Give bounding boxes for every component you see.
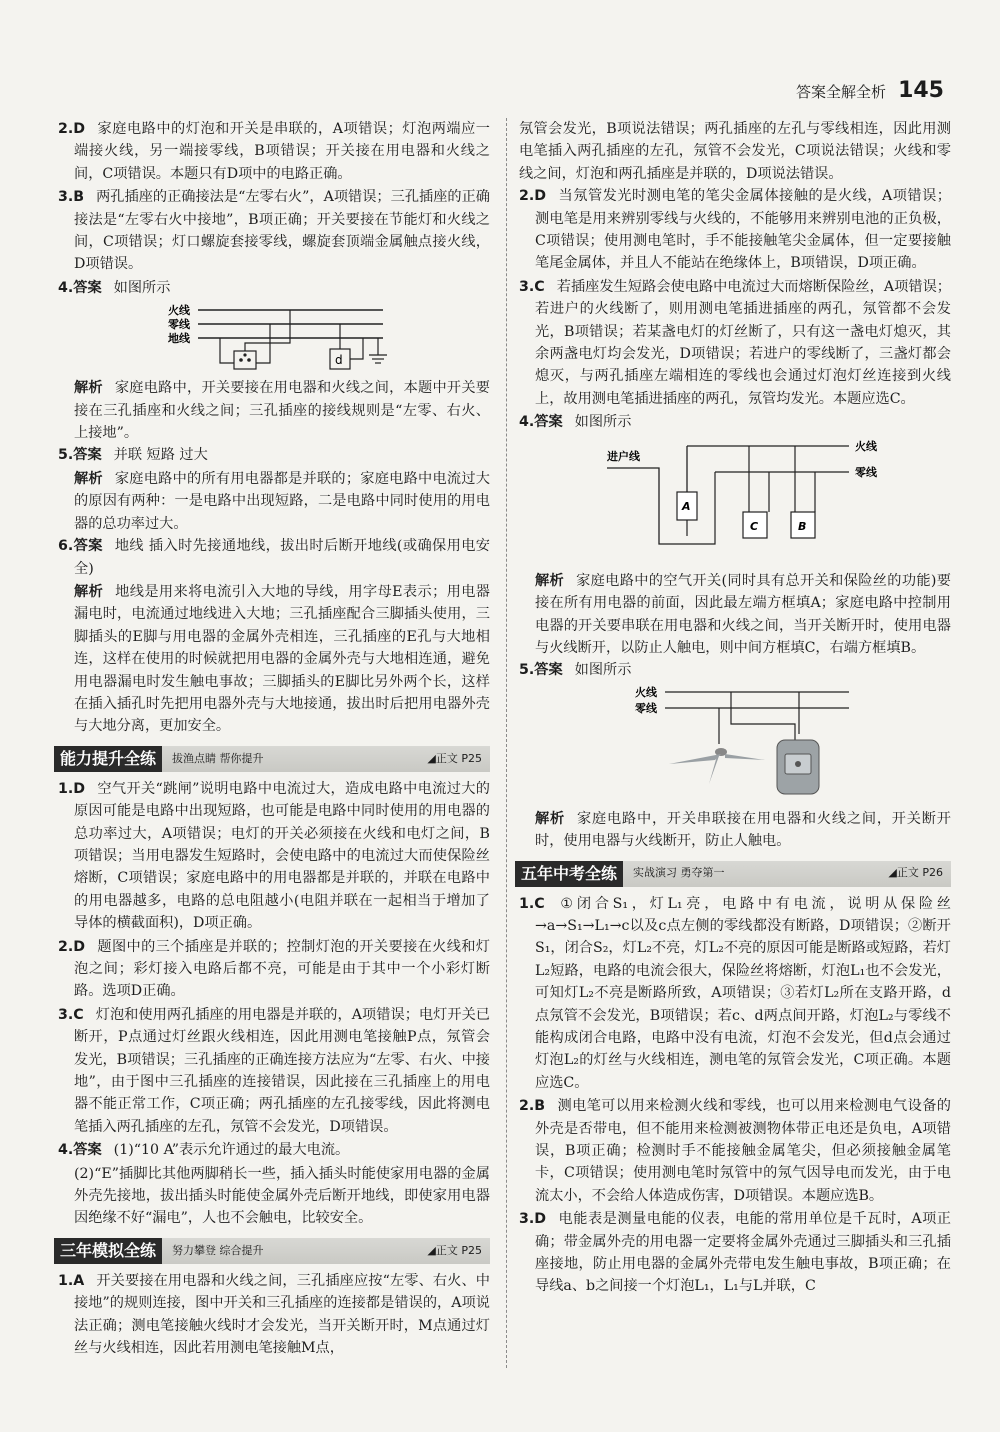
answer-continuation: (2)“E”插脚比其他两脚稍长一些，插入插头时能使家用电器的金属外壳先接地，拔出插头时能使金属外壳后断开地线，即使家用电器因绝缘不好“漏电”，人也不会触电，比较安全。 (74, 1165, 490, 1227)
section-subtitle: 拔渔点睛 帮你提升 (172, 751, 264, 765)
answer-item: 1.D 空气开关“跳闸”说明电路中电流过大，造成电路中电流过大的原因可能是电路中出现短路，也可能是电路中同时使用的用电器的总功率过大，A项错误；电灯的开关必须接在火线和电灯之间，B项错误；当用电器发生短路时，会使电路中的电流过大而使保险丝熔断，C项错误；家庭电路中的用电器都是并联的，并联在电路中的用电器越多，电路的总电阻越小(电阻并联在一起相当于增加了导体的横截面积)，D项正确。 (58, 780, 490, 932)
section-bar-three-year (54, 1238, 490, 1264)
section-ref: ◢正文 P25 (427, 751, 482, 765)
answer-item: 5.答案 并联 短路 过大 (58, 447, 208, 464)
fig-box-a: A (682, 499, 691, 513)
wiring-diagram-socket-switch (58, 301, 490, 373)
fig-box-c: C (750, 519, 759, 533)
answer-item: 4.答案 如图所示 (519, 414, 632, 431)
fig-label-neutral: 零线 (855, 465, 877, 479)
answer-item: 2.D 当氖管发光时测电笔的笔尖金属体接触的是火线，A项错误；测电笔是用来辨别零线与火线的，不能够用来辨别电池的正负极，C项错误；使用测电笔时，手不能接触笔尖金属体，但一定要接触笔尾金属体，并且人不能站在绝缘体上，B项错误，D项正确。 (519, 188, 951, 272)
fig-label-incoming: 进户线 (607, 449, 640, 463)
fig-label-neutral: 零线 (168, 318, 190, 332)
fig-label-live: 火线 (635, 685, 657, 699)
answer-item: 2.D 家庭电路中的灯泡和开关是串联的，A项错误；灯泡两端应一端接火线，另一端接零线，B项错误；开关接在用电器和火线之间，C项错误。本题只有D项中的电路正确。 (58, 121, 490, 182)
fig-label-live: 火线 (168, 304, 190, 318)
section-bar-five-year (515, 861, 951, 887)
answer-item: 2.B 测电笔可以用来检测火线和零线，也可以用来检测电气设备的外壳是否带电，但不能用来检测被测物体带正电还是负电，A项错误，B项正确；检测时手不能接触金属笔尖，但必须接触金属笔卡，C项错误；使用测电笔时氖管中的氖气因导电而发光，由于电流太小，不会给人体造成伤害，D项错误。本题应选B。 (519, 1098, 951, 1204)
fig-label-live: 火线 (855, 439, 877, 453)
svg-text:d: d (335, 353, 343, 368)
answer-continuation: 氖管会发光，B项说法错误；两孔插座的左孔与零线相连，因此用测电笔插入两孔插座的左孔，氖管不会发光，C项说法错误；火线和零线之间，灯泡和两孔插座是并联的，D项说法错误。 (519, 121, 951, 182)
answer-item: 3.D 电能表是测量电能的仪表，电能的常用单位是千瓦时，A项正确；带金属外壳的用电器一定要将金属外壳通过三脚插头和三孔插座接地，防止用电器的金属外壳带电发生触电事故，B项正确；在导线a、b之间接一个灯泡L₁，L₁与L并联，C (519, 1211, 951, 1295)
fig-box-b: B (798, 519, 807, 533)
section-subtitle: 努力攀登 综合提升 (172, 1243, 264, 1257)
section-bar-ability (54, 746, 490, 772)
analysis: 解析 家庭电路中的所有用电器都是并联的；家庭电路中电流过大的原因有两种：一是电路中出现短路，二是电路中同时使用的用电器的总功率过大。 (74, 470, 490, 532)
fig-label-neutral: 零线 (635, 701, 657, 715)
answer-item: 3.C 若插座发生短路会使电路中电流过大而熔断保险丝，A项错误；若进户的火线断了，则用测电笔插进插座的两孔，氖管都不会发光，B项错误；若某盏电灯的灯丝断了，只有这一盏电灯熄灭，其余两盏电灯均会发光，D项错误；若进户的零线断了，三盏灯都会熄灭，与两孔插座左端相连的零线也会通过灯泡灯丝连接到火线上，故用测电笔插进插座的两孔，氖管均发光。本题应选C。 (519, 278, 951, 407)
wiring-diagram-fan (519, 684, 951, 804)
analysis: 解析 地线是用来将电流引入大地的导线，用字母E表示；用电器漏电时，电流通过地线进入大地；三孔插座配合三脚插头使用，三脚插头的E脚与用电器的金属外壳相连，三孔插座的E孔与大地相连，这样在使用的时候就把用电器的金属外壳与大地相连通，避免用电器漏电时发生触电事故；三脚插头的E脚比另外两个长，这样在插入插孔时先把用电器外壳与大地接通，拔出时后把用电器外壳与大地分离，更加安全。 (74, 583, 490, 735)
section-ref: ◢正文 P25 (427, 1243, 482, 1257)
analysis: 解析 家庭电路中，开关要接在用电器和火线之间，本题中开关要接在三孔插座和火线之间；三孔插座的接线规则是“左零、右火、上接地”。 (74, 380, 490, 442)
answer-item: 2.D 题图中的三个插座是并联的；控制灯泡的开关要接在火线和灯泡之间；彩灯接入电路后都不亮，可能是由于其中一个小彩灯断路。选项D正确。 (58, 938, 490, 1000)
section-title: 能力提升全练 (54, 746, 162, 772)
answer-item: 5.答案 如图所示 (519, 662, 632, 679)
right-column (519, 118, 951, 1299)
answer-item: 3.C 灯泡和使用两孔插座的用电器是并联的，A项错误；电灯开关已断开，P点通过灯丝跟火线相连，因此用测电笔接触P点，氖管会发光，B项错误；三孔插座的正确连接方法应为“左零、右火、中接地”，由于图中三孔插座的连接错误，因此接在三孔插座上的用电器不能正常工作，C项正确；两孔插座的左孔接零线，因此将测电笔插入两孔插座的左孔，氖管不会发光，D项错误。 (58, 1006, 490, 1135)
section-ref: ◢正文 P26 (888, 866, 943, 880)
answer-item: 1.C ①闭合S₁，灯L₁亮，电路中有电流，说明从保险丝→a→S₁→L₁→c以及c点左侧的零线都没有断路，D项错误；②断开S₁，闭合S₂，灯L₂不亮，灯L₂不亮的原因可能是断路或短路，若灯L₂短路，电路的电流会很大，保险丝将熔断，灯泡L₁也不会发光，可知灯L₂不亮是断路所致，A项错误；③若灯L₂所在支路开路，d点氖管不会发光，B项错误；若c、d两点间开路，灯泡L₂与零线不能构成闭合电路，电路中没有电流，灯泡不会发光，但d点会通过灯泡L₂的灯丝与火线相连，测电笔的氖管会发光，C项正确。本题应选C。 (519, 895, 951, 1091)
answer-item: 3.B 两孔插座的正确接法是“左零右火”，A项错误；三孔插座的正确接法是“左零右火中接地”，B项正确；开关要接在节能灯和火线之间，C项错误；灯口螺旋套接零线，螺旋套顶端金属触点接火线，D项错误。 (58, 189, 490, 273)
section-title: 五年中考全练 (515, 861, 623, 887)
answer-item: 1.A 开关要接在用电器和火线之间，三孔插座应按“左零、右火、中接地”的规则连接，图中开关和三孔插座的连接都是错误的，A项说法正确；测电笔接触火线时才会发光，当开关断开时，M点通过灯丝与火线相连，因此若用测电笔接触M点， (58, 1272, 490, 1357)
answer-item: 6.答案 地线 插入时先接通地线，拔出时后断开地线(或确保用电安全) (58, 538, 490, 577)
wiring-diagram-breaker (519, 436, 951, 566)
section-subtitle: 实战演习 勇夺第一 (633, 866, 725, 880)
page-number: 145 (898, 78, 944, 103)
answer-item: 4.答案 如图所示 (58, 279, 171, 296)
section-title: 三年模拟全练 (54, 1238, 162, 1264)
fig-label-ground: 地线 (168, 332, 190, 346)
left-column (58, 118, 490, 1361)
header-title: 答案全解全析 (796, 83, 887, 101)
column-divider (506, 118, 507, 1368)
analysis: 解析 家庭电路中的空气开关(同时具有总开关和保险丝的功能)要接在所有用电器的前面，因此最左端方框填A；家庭电路中控制用电器的开关要串联在用电器和火线之间，当开关断开时，使用电器与火线断开，以防止人触电，则中间方框填C，右端方框填B。 (535, 572, 951, 656)
answer-item: 4.答案 (1)“10 A”表示允许通过的最大电流。 (58, 1142, 350, 1159)
analysis: 解析 家庭电路中，开关串联接在用电器和火线之间，开关断开时，使用电器与火线断开，防止人触电。 (535, 810, 951, 850)
page-header (796, 78, 944, 103)
